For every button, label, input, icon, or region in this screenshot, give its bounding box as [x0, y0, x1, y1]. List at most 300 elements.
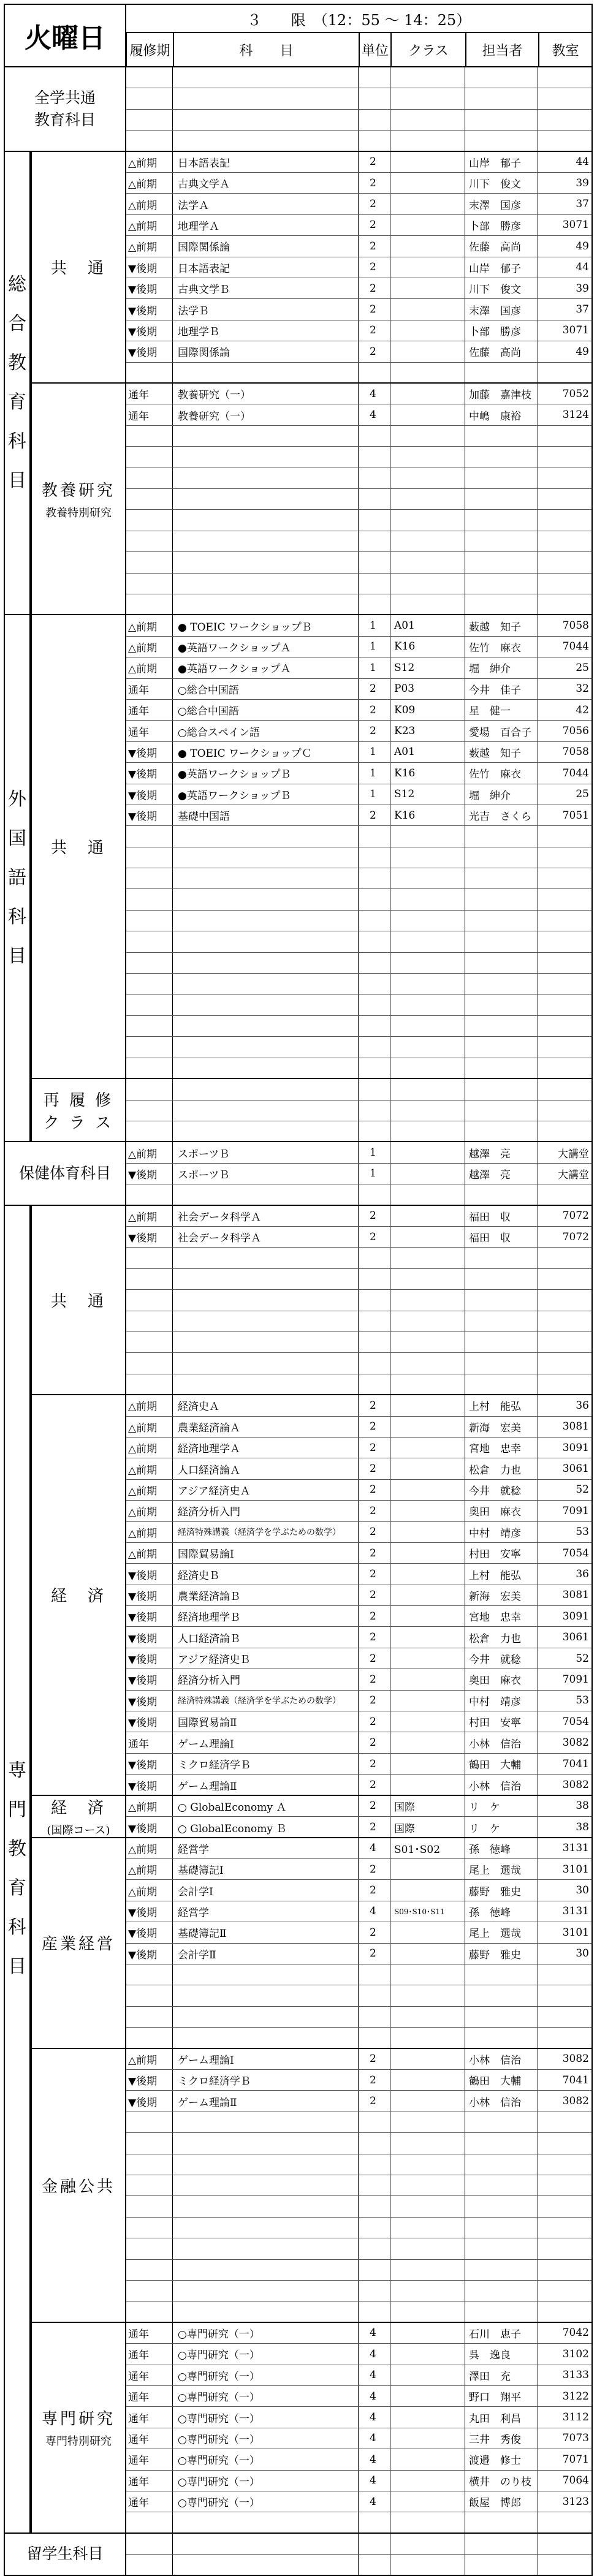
- subcategory-subtitle: 専門特別研究: [45, 2435, 112, 2449]
- units-cell: [359, 1184, 390, 1205]
- term-cell: [126, 974, 173, 994]
- teacher-cell: [465, 2260, 538, 2280]
- room-cell: [538, 1121, 591, 1142]
- room-cell: 3091: [562, 1610, 589, 1623]
- room-cell: 7064: [562, 2474, 589, 2487]
- empty-row: [126, 1016, 591, 1037]
- course-row[interactable]: [126, 278, 591, 299]
- units-cell: 1: [359, 1142, 390, 1162]
- subcategory-title: 金融公共: [41, 2177, 115, 2196]
- teacher-cell: [465, 468, 538, 488]
- term-cell: ▼後期: [126, 1922, 173, 1942]
- term-cell: △前期: [126, 1501, 173, 1521]
- subject-cell: ○総合中国語: [173, 700, 359, 720]
- units-cell: 2: [359, 1754, 390, 1774]
- term-cell: △前期: [126, 1880, 173, 1900]
- class-cell: [390, 1248, 465, 1268]
- class-cell: [390, 1142, 465, 1162]
- course-row[interactable]: [126, 784, 591, 805]
- room-cell: [538, 2534, 591, 2554]
- room-cell: [538, 574, 591, 594]
- course-row[interactable]: [126, 1142, 591, 1163]
- term-cell: [126, 1290, 173, 1310]
- subcategory-senmon-3: [31, 1838, 126, 2049]
- empty-row: [126, 426, 591, 447]
- course-row[interactable]: [126, 257, 591, 278]
- term-cell: ▼後期: [126, 257, 173, 278]
- course-row[interactable]: [126, 1880, 591, 1901]
- teacher-cell: 福田 収: [465, 1227, 538, 1247]
- course-row[interactable]: [126, 1458, 591, 1479]
- term-cell: [126, 953, 173, 973]
- room-cell: [538, 953, 591, 973]
- room-cell: 3071: [562, 324, 589, 337]
- teacher-cell: 薮越 知子: [465, 742, 538, 762]
- term-cell: △前期: [126, 152, 173, 172]
- course-row[interactable]: [126, 1648, 591, 1669]
- subject-cell: 会計学Ⅰ: [173, 1880, 359, 1900]
- course-row[interactable]: [126, 700, 591, 721]
- subject-cell: 経済史Ｂ: [173, 1564, 359, 1584]
- teacher-cell: [465, 889, 538, 909]
- units-cell: 4: [359, 2449, 390, 2469]
- term-cell: △前期: [126, 2049, 173, 2069]
- course-rows: [126, 67, 593, 152]
- subcategory-senmon-0: [31, 1206, 126, 1396]
- room-cell: 36: [576, 1568, 589, 1580]
- subject-cell: ○専門研究（一）: [173, 2344, 359, 2364]
- subject-cell: [173, 1985, 359, 2006]
- course-row[interactable]: [126, 2428, 591, 2449]
- term-cell: [126, 1332, 173, 1352]
- room-cell: 7072: [562, 1230, 589, 1243]
- class-cell: [390, 1691, 465, 1711]
- term-cell: [126, 1037, 173, 1057]
- class-cell: [390, 489, 465, 509]
- term-cell: △前期: [126, 615, 173, 635]
- subject-cell: 経営学: [173, 1901, 359, 1922]
- course-row[interactable]: [126, 1206, 591, 1227]
- category-char: 教: [8, 1838, 26, 1860]
- units-cell: 4: [359, 2365, 390, 2385]
- course-row[interactable]: [126, 2449, 591, 2470]
- class-cell: [390, 847, 465, 868]
- course-row[interactable]: [126, 2344, 591, 2365]
- term-cell: [126, 1058, 173, 1079]
- room-cell: 32: [576, 683, 589, 695]
- course-row[interactable]: [126, 1522, 591, 1543]
- class-cell: [390, 2112, 465, 2132]
- teacher-cell: 横井 のり枝: [465, 2471, 538, 2491]
- course-row[interactable]: [126, 637, 591, 657]
- term-cell: 通年: [126, 404, 173, 425]
- course-row[interactable]: [126, 2070, 591, 2091]
- empty-row: [126, 67, 591, 88]
- course-row[interactable]: [126, 1417, 591, 1438]
- teacher-cell: 薮越 知子: [465, 615, 538, 635]
- term-cell: ▼後期: [126, 1817, 173, 1838]
- empty-row: [126, 1037, 591, 1058]
- course-row[interactable]: [126, 1754, 591, 1775]
- units-cell: 2: [359, 1543, 390, 1563]
- course-row[interactable]: [126, 2365, 591, 2386]
- teacher-cell: 松倉 力也: [465, 1627, 538, 1647]
- course-row[interactable]: [126, 2091, 591, 2112]
- subject-cell: [173, 1964, 359, 1985]
- class-cell: [390, 889, 465, 909]
- units-cell: 2: [359, 152, 390, 172]
- course-row[interactable]: [126, 1564, 591, 1585]
- course-row[interactable]: [126, 384, 591, 404]
- category-char: 門: [8, 1799, 26, 1821]
- subject-cell: ○総合中国語: [173, 679, 359, 699]
- term-cell: ▼後期: [126, 1691, 173, 1711]
- empty-row: [126, 911, 591, 931]
- class-cell: [390, 826, 465, 846]
- class-cell: [390, 2196, 465, 2216]
- teacher-cell: [465, 2281, 538, 2301]
- class-cell: [390, 2238, 465, 2259]
- course-row[interactable]: [126, 763, 591, 784]
- units-cell: 2: [359, 700, 390, 720]
- course-row[interactable]: [126, 615, 591, 636]
- teacher-cell: 宮地 忠幸: [465, 1438, 538, 1458]
- room-cell: 3122: [562, 2390, 589, 2403]
- units-cell: 2: [359, 1417, 390, 1437]
- room-cell: [538, 510, 591, 530]
- class-cell: [390, 1543, 465, 1563]
- units-cell: 2: [359, 1501, 390, 1521]
- room-cell: [538, 531, 591, 551]
- units-cell: 1: [359, 763, 390, 783]
- term-cell: [126, 67, 173, 88]
- term-cell: [126, 1184, 173, 1205]
- term-cell: △前期: [126, 1417, 173, 1437]
- units-cell: [359, 67, 390, 88]
- units-cell: 4: [359, 2491, 390, 2512]
- subject-cell: 経済分析入門: [173, 1501, 359, 1521]
- units-cell: [359, 1374, 390, 1395]
- term-cell: [126, 2154, 173, 2175]
- subject-cell: ゲーム理論Ⅰ: [173, 2049, 359, 2069]
- units-cell: [359, 468, 390, 488]
- teacher-cell: 野口 翔平: [465, 2386, 538, 2406]
- class-cell: S12: [390, 657, 465, 678]
- subject-cell: ○ GlobalEconomy Ａ: [173, 1796, 359, 1816]
- term-cell: △前期: [126, 637, 173, 657]
- course-row[interactable]: [126, 1585, 591, 1606]
- term-cell: ▼後期: [126, 763, 173, 783]
- teacher-cell: 渡邉 修士: [465, 2449, 538, 2469]
- empty-row: [126, 868, 591, 889]
- subject-cell: [173, 2281, 359, 2301]
- class-cell: [390, 1037, 465, 1057]
- room-cell: 7044: [562, 767, 589, 779]
- course-row[interactable]: [126, 742, 591, 763]
- term-cell: 通年: [126, 2449, 173, 2469]
- term-cell: 通年: [126, 679, 173, 699]
- col-teacher-header: 担当者: [466, 32, 539, 67]
- term-cell: ▼後期: [126, 2070, 173, 2090]
- course-row[interactable]: [126, 320, 591, 341]
- teacher-cell: [465, 1079, 538, 1099]
- teacher-cell: 上村 能弘: [465, 1564, 538, 1584]
- term-cell: ▼後期: [126, 1585, 173, 1605]
- course-row[interactable]: [126, 1501, 591, 1521]
- term-cell: ▼後期: [126, 1564, 173, 1584]
- class-cell: [390, 2049, 465, 2069]
- room-cell: [538, 1269, 591, 1289]
- term-cell: [126, 510, 173, 530]
- course-row[interactable]: [126, 1711, 591, 1732]
- teacher-cell: 鶴田 大輔: [465, 1754, 538, 1774]
- course-row[interactable]: [126, 1480, 591, 1501]
- class-cell: [390, 1480, 465, 1500]
- class-cell: [390, 1501, 465, 1521]
- room-cell: 52: [576, 1483, 589, 1496]
- units-cell: 2: [359, 1648, 390, 1669]
- subject-cell: 人口経済論Ｂ: [173, 1627, 359, 1647]
- teacher-cell: [465, 1332, 538, 1352]
- teacher-cell: [465, 447, 538, 467]
- subject-cell: [173, 911, 359, 931]
- room-cell: 3101: [562, 1863, 589, 1876]
- room-cell: [538, 2133, 591, 2153]
- units-cell: 2: [359, 805, 390, 825]
- course-row[interactable]: [126, 1164, 591, 1184]
- room-cell: [538, 889, 591, 909]
- course-row[interactable]: [126, 1606, 591, 1627]
- course-row[interactable]: [126, 679, 591, 700]
- subject-cell: 法学Ａ: [173, 194, 359, 214]
- course-rows: [126, 1395, 593, 1796]
- teacher-cell: 今井 就稔: [465, 1648, 538, 1669]
- class-cell: [390, 1290, 465, 1310]
- course-row[interactable]: [126, 1944, 591, 1964]
- class-cell: [390, 236, 465, 256]
- course-row[interactable]: [126, 215, 591, 236]
- subject-cell: アジア経済史Ａ: [173, 1480, 359, 1500]
- room-cell: [538, 447, 591, 467]
- term-cell: [126, 889, 173, 909]
- subcategory-sogo-1: [31, 384, 126, 615]
- units-cell: 2: [359, 320, 390, 341]
- room-cell: 7091: [562, 1504, 589, 1517]
- room-cell: 7058: [562, 746, 589, 759]
- class-cell: [390, 363, 465, 384]
- units-cell: [359, 889, 390, 909]
- class-cell: [390, 1859, 465, 1879]
- empty-row: [126, 2512, 591, 2533]
- class-cell: [390, 2471, 465, 2491]
- course-row[interactable]: [126, 1543, 591, 1564]
- units-cell: 2: [359, 1606, 390, 1626]
- term-cell: 通年: [126, 700, 173, 720]
- course-row[interactable]: [126, 1227, 591, 1248]
- course-row[interactable]: [126, 1691, 591, 1711]
- teacher-cell: 山岸 郁子: [465, 257, 538, 278]
- teacher-cell: [465, 847, 538, 868]
- class-cell: [390, 1311, 465, 1332]
- term-cell: ▼後期: [126, 320, 173, 341]
- units-cell: [359, 426, 390, 446]
- units-cell: [359, 2260, 390, 2280]
- units-cell: [359, 594, 390, 615]
- course-row[interactable]: [126, 2491, 591, 2512]
- category-char: 専: [8, 1760, 26, 1782]
- empty-row: [126, 1100, 591, 1121]
- course-row[interactable]: [126, 1732, 591, 1753]
- empty-row: [126, 974, 591, 994]
- col-subject-header: 科 目: [173, 32, 360, 67]
- room-cell: [538, 88, 591, 108]
- subject-cell: 社会データ科学Ａ: [173, 1227, 359, 1247]
- course-row[interactable]: [126, 173, 591, 194]
- units-cell: [359, 1121, 390, 1142]
- course-row[interactable]: [126, 2471, 591, 2491]
- empty-row: [126, 1290, 591, 1311]
- empty-row: [126, 2175, 591, 2196]
- class-cell: [390, 1880, 465, 1900]
- subject-cell: [173, 2512, 359, 2533]
- course-row[interactable]: [126, 1838, 591, 1859]
- teacher-cell: 鶴田 大輔: [465, 2070, 538, 2090]
- course-row[interactable]: [126, 2407, 591, 2428]
- category-char: 目: [8, 469, 26, 491]
- category-char: 外: [8, 789, 26, 811]
- teacher-cell: 村田 安寧: [465, 1711, 538, 1732]
- course-row[interactable]: [126, 1901, 591, 1922]
- course-row[interactable]: [126, 721, 591, 741]
- empty-row: [126, 363, 591, 384]
- units-cell: 2: [359, 1627, 390, 1647]
- units-cell: 4: [359, 2428, 390, 2449]
- subcategory-senmon-4: [31, 2049, 126, 2323]
- room-cell: 大講堂: [558, 1169, 589, 1181]
- course-row[interactable]: [126, 1669, 591, 1690]
- units-cell: [359, 1079, 390, 1099]
- units-cell: 2: [359, 299, 390, 319]
- empty-row: [126, 574, 591, 594]
- room-cell: 3091: [562, 1441, 589, 1454]
- course-row[interactable]: [126, 805, 591, 826]
- subject-cell: ●英語ワークショップＢ: [173, 784, 359, 805]
- units-cell: [359, 1058, 390, 1079]
- category-char: 育: [8, 1877, 26, 1900]
- units-cell: 2: [359, 1585, 390, 1605]
- course-row[interactable]: [126, 1627, 591, 1648]
- course-row[interactable]: [126, 236, 591, 257]
- term-cell: 通年: [126, 2428, 173, 2449]
- class-cell: [390, 257, 465, 278]
- course-row[interactable]: [126, 1796, 591, 1817]
- course-row[interactable]: [126, 1859, 591, 1880]
- subject-cell: [173, 552, 359, 572]
- teacher-cell: [465, 2133, 538, 2153]
- term-cell: [126, 1016, 173, 1036]
- units-cell: 2: [359, 2049, 390, 2069]
- room-cell: [538, 131, 591, 151]
- class-cell: [390, 868, 465, 888]
- room-cell: [538, 468, 591, 488]
- teacher-cell: 藤野 雅史: [465, 1880, 538, 1900]
- col-units-header: 単位: [359, 32, 392, 67]
- term-cell: [126, 847, 173, 868]
- teacher-cell: 光吉 さくら: [465, 805, 538, 825]
- room-cell: 3061: [562, 1463, 589, 1476]
- course-row[interactable]: [126, 1817, 591, 1838]
- units-cell: [359, 953, 390, 973]
- units-cell: 2: [359, 1438, 390, 1458]
- term-cell: [126, 1353, 173, 1373]
- subject-cell: 国際貿易論Ⅰ: [173, 1543, 359, 1563]
- course-rows: [126, 2049, 593, 2323]
- subject-cell: ○総合スペイン語: [173, 721, 359, 741]
- class-cell: S12: [390, 784, 465, 805]
- term-cell: △前期: [126, 1438, 173, 1458]
- subject-cell: [173, 110, 359, 130]
- course-row[interactable]: [126, 341, 591, 362]
- course-row[interactable]: [126, 1922, 591, 1943]
- term-cell: ▼後期: [126, 341, 173, 362]
- subject-cell: [173, 1332, 359, 1352]
- term-cell: 通年: [126, 721, 173, 741]
- teacher-cell: [465, 1985, 538, 2006]
- class-cell: [390, 278, 465, 298]
- room-cell: [538, 1353, 591, 1373]
- term-cell: 通年: [126, 1732, 173, 1752]
- subject-cell: 国際貿易論Ⅱ: [173, 1711, 359, 1732]
- term-cell: 通年: [126, 2407, 173, 2427]
- empty-row: [126, 1121, 591, 1142]
- course-row[interactable]: [126, 2049, 591, 2070]
- subcategory-sogo-0: [31, 152, 126, 384]
- course-row[interactable]: [126, 2386, 591, 2407]
- course-row[interactable]: [126, 1438, 591, 1458]
- units-cell: [359, 2196, 390, 2216]
- course-row[interactable]: [126, 657, 591, 678]
- course-rows: [126, 2534, 593, 2576]
- course-row[interactable]: [126, 1395, 591, 1416]
- room-cell: [538, 2007, 591, 2027]
- subject-cell: [173, 1058, 359, 1079]
- room-cell: 7056: [562, 725, 589, 738]
- empty-row: [126, 1332, 591, 1353]
- category-hoken: 保健体育科目: [4, 1142, 126, 1205]
- subcategory-title: 共 通: [50, 1292, 106, 1311]
- term-cell: △前期: [126, 1543, 173, 1563]
- course-row[interactable]: [126, 152, 591, 173]
- teacher-cell: 中嶋 康裕: [465, 404, 538, 425]
- term-cell: △前期: [126, 194, 173, 214]
- class-cell: [390, 510, 465, 530]
- course-row[interactable]: [126, 404, 591, 425]
- room-cell: [538, 2028, 591, 2048]
- course-row[interactable]: [126, 1775, 591, 1795]
- term-cell: [126, 2281, 173, 2301]
- subject-cell: 基礎簿記Ⅱ: [173, 1922, 359, 1942]
- units-cell: 2: [359, 2070, 390, 2090]
- teacher-cell: [465, 2238, 538, 2259]
- course-row[interactable]: [126, 194, 591, 214]
- col-room-header: 教室: [539, 32, 593, 67]
- teacher-cell: [465, 2534, 538, 2554]
- term-cell: △前期: [126, 1796, 173, 1816]
- course-row[interactable]: [126, 299, 591, 320]
- class-cell: [390, 1269, 465, 1289]
- class-cell: [390, 404, 465, 425]
- course-rows: [126, 1142, 593, 1205]
